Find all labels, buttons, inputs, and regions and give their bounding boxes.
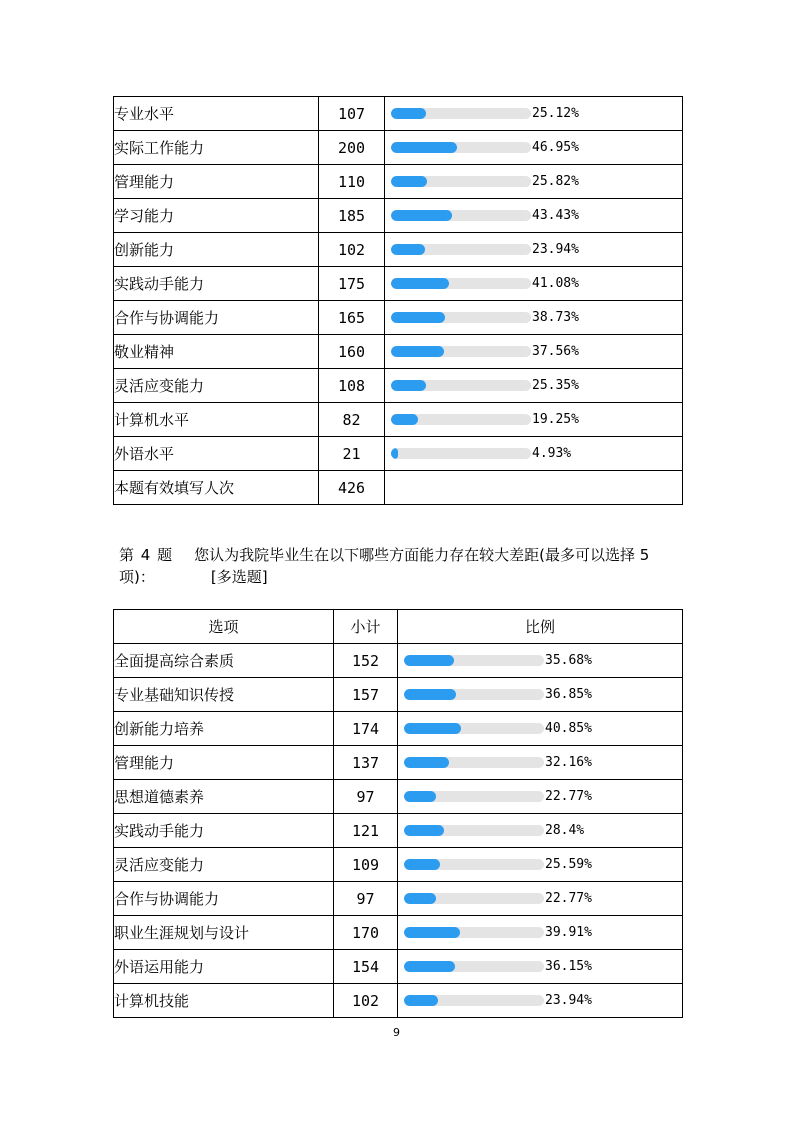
option-label: 学习能力	[114, 199, 319, 233]
percent-label: 25.59%	[545, 857, 592, 872]
ratio-cell	[398, 780, 683, 814]
progress-bar-fill	[404, 825, 444, 836]
percent-label: 25.82%	[532, 174, 579, 189]
percent-label: 39.91%	[545, 925, 592, 940]
option-count: 109	[334, 848, 398, 882]
table-row	[114, 780, 683, 814]
percent-label: 25.12%	[532, 106, 579, 121]
table-row	[114, 437, 683, 471]
question-number: 第 4 题	[119, 546, 173, 564]
option-count: 110	[319, 165, 385, 199]
option-count: 21	[319, 437, 385, 471]
progress-bar-track	[391, 346, 531, 357]
header-ratio: 比例	[398, 610, 683, 644]
progress-bar-track	[404, 689, 544, 700]
progress-bar-track	[404, 893, 544, 904]
progress-bar-fill	[404, 791, 436, 802]
option-label: 实践动手能力	[114, 267, 319, 301]
table-row	[114, 335, 683, 369]
progress-bar-fill	[404, 859, 440, 870]
percent-label: 35.68%	[545, 653, 592, 668]
percent-label: 28.4%	[545, 823, 585, 838]
percent-label: 19.25%	[532, 412, 579, 427]
progress-bar-track	[404, 961, 544, 972]
ratio-cell	[385, 97, 683, 131]
question-4	[119, 544, 684, 588]
option-label: 外语水平	[114, 437, 319, 471]
option-count: 121	[334, 814, 398, 848]
ratio-cell	[398, 848, 683, 882]
option-count: 185	[319, 199, 385, 233]
percent-label: 41.08%	[532, 276, 579, 291]
ratio-cell	[398, 712, 683, 746]
option-label: 合作与协调能力	[114, 882, 334, 916]
option-label: 合作与协调能力	[114, 301, 319, 335]
ratio-cell	[385, 301, 683, 335]
progress-bar-track	[391, 312, 531, 323]
table-row	[114, 746, 683, 780]
option-count: 157	[334, 678, 398, 712]
header-count: 小计	[334, 610, 398, 644]
table-row	[114, 984, 683, 1018]
option-count: 174	[334, 712, 398, 746]
option-label: 创新能力	[114, 233, 319, 267]
option-label: 管理能力	[114, 746, 334, 780]
option-label: 计算机水平	[114, 403, 319, 437]
option-count: 137	[334, 746, 398, 780]
progress-bar-fill	[391, 142, 457, 153]
progress-bar-track	[391, 108, 531, 119]
progress-bar-fill	[391, 176, 427, 187]
progress-bar-fill	[391, 244, 425, 255]
option-label: 管理能力	[114, 165, 319, 199]
progress-bar-fill	[404, 995, 438, 1006]
header-option: 选项	[114, 610, 334, 644]
ratio-cell	[385, 199, 683, 233]
option-count: 102	[334, 984, 398, 1018]
ratio-cell	[385, 165, 683, 199]
progress-bar-track	[404, 995, 544, 1006]
table-row	[114, 233, 683, 267]
progress-bar-track	[404, 655, 544, 666]
table-row	[114, 814, 683, 848]
progress-bar-fill	[391, 210, 452, 221]
table-row	[114, 678, 683, 712]
option-count: 154	[334, 950, 398, 984]
ratio-cell	[398, 984, 683, 1018]
results-table-body	[114, 97, 683, 505]
ratio-cell	[385, 267, 683, 301]
option-count: 170	[334, 916, 398, 950]
ratio-cell	[398, 882, 683, 916]
option-label: 创新能力培养	[114, 712, 334, 746]
progress-bar-fill	[391, 346, 444, 357]
ratio-cell	[398, 916, 683, 950]
option-label: 专业水平	[114, 97, 319, 131]
progress-bar-fill	[404, 757, 449, 768]
table-row	[114, 644, 683, 678]
percent-label: 4.93%	[532, 446, 572, 461]
option-count: 82	[319, 403, 385, 437]
option-label: 灵活应变能力	[114, 369, 319, 403]
option-label: 专业基础知识传授	[114, 678, 334, 712]
option-count: 102	[319, 233, 385, 267]
table-row	[114, 403, 683, 437]
option-label: 外语运用能力	[114, 950, 334, 984]
percent-label: 43.43%	[532, 208, 579, 223]
table-row	[114, 131, 683, 165]
total-label: 本题有效填写人次	[114, 471, 319, 505]
progress-bar-fill	[391, 414, 418, 425]
option-count: 175	[319, 267, 385, 301]
results-table-body	[114, 644, 683, 1018]
results-table-previous-question	[113, 96, 683, 505]
option-count: 97	[334, 882, 398, 916]
option-count: 165	[319, 301, 385, 335]
progress-bar-track	[391, 176, 531, 187]
percent-label: 37.56%	[532, 344, 579, 359]
progress-bar-track	[391, 210, 531, 221]
ratio-cell	[385, 403, 683, 437]
option-label: 实际工作能力	[114, 131, 319, 165]
progress-bar-track	[404, 859, 544, 870]
table-row	[114, 882, 683, 916]
ratio-cell	[398, 644, 683, 678]
ratio-cell	[385, 369, 683, 403]
option-count: 152	[334, 644, 398, 678]
progress-bar-fill	[404, 893, 436, 904]
option-count: 200	[319, 131, 385, 165]
progress-bar-track	[404, 791, 544, 802]
results-table-question-4	[113, 609, 683, 1018]
progress-bar-fill	[391, 448, 398, 459]
table-row	[114, 916, 683, 950]
progress-bar-fill	[404, 723, 461, 734]
percent-label: 22.77%	[545, 789, 592, 804]
progress-bar-track	[391, 142, 531, 153]
total-row	[114, 471, 683, 505]
total-count: 426	[319, 471, 385, 505]
progress-bar-fill	[391, 278, 449, 289]
page-number: 9	[393, 1026, 400, 1039]
option-label: 职业生涯规划与设计	[114, 916, 334, 950]
table-row	[114, 199, 683, 233]
ratio-cell	[398, 746, 683, 780]
table-row	[114, 848, 683, 882]
progress-bar-track	[404, 757, 544, 768]
question-type: [多选题]	[210, 568, 268, 586]
option-count: 107	[319, 97, 385, 131]
progress-bar-track	[391, 380, 531, 391]
percent-label: 22.77%	[545, 891, 592, 906]
progress-bar-track	[391, 244, 531, 255]
option-label: 计算机技能	[114, 984, 334, 1018]
option-count: 108	[319, 369, 385, 403]
ratio-cell	[385, 335, 683, 369]
progress-bar-fill	[404, 927, 460, 938]
option-count: 160	[319, 335, 385, 369]
ratio-cell	[385, 233, 683, 267]
percent-label: 36.85%	[545, 687, 592, 702]
progress-bar-track	[391, 414, 531, 425]
option-label: 灵活应变能力	[114, 848, 334, 882]
percent-label: 46.95%	[532, 140, 579, 155]
table-row	[114, 301, 683, 335]
progress-bar-track	[404, 723, 544, 734]
progress-bar-fill	[404, 689, 456, 700]
option-label: 思想道德素养	[114, 780, 334, 814]
ratio-cell	[398, 950, 683, 984]
percent-label: 23.94%	[532, 242, 579, 257]
question-text: 您认为我院毕业生在以下哪些方面能力存在较大差距(最多可以选择 5 项)：	[119, 546, 650, 586]
table-row	[114, 267, 683, 301]
ratio-cell	[385, 437, 683, 471]
table-row	[114, 97, 683, 131]
percent-label: 40.85%	[545, 721, 592, 736]
progress-bar-track	[404, 927, 544, 938]
percent-label: 36.15%	[545, 959, 592, 974]
progress-bar-fill	[391, 312, 445, 323]
option-label: 全面提高综合素质	[114, 644, 334, 678]
table-row	[114, 165, 683, 199]
progress-bar-fill	[404, 655, 454, 666]
percent-label: 23.94%	[545, 993, 592, 1008]
table-row	[114, 369, 683, 403]
progress-bar-track	[404, 825, 544, 836]
progress-bar-fill	[391, 108, 426, 119]
progress-bar-track	[391, 448, 531, 459]
progress-bar-fill	[404, 961, 455, 972]
table-row	[114, 712, 683, 746]
empty-cell	[385, 471, 683, 505]
option-label: 敬业精神	[114, 335, 319, 369]
ratio-cell	[398, 814, 683, 848]
percent-label: 25.35%	[532, 378, 579, 393]
ratio-cell	[398, 678, 683, 712]
progress-bar-track	[391, 278, 531, 289]
percent-label: 38.73%	[532, 310, 579, 325]
percent-label: 32.16%	[545, 755, 592, 770]
option-count: 97	[334, 780, 398, 814]
table-header-row	[114, 610, 683, 644]
ratio-cell	[385, 131, 683, 165]
option-label: 实践动手能力	[114, 814, 334, 848]
progress-bar-fill	[391, 380, 426, 391]
table-row	[114, 950, 683, 984]
